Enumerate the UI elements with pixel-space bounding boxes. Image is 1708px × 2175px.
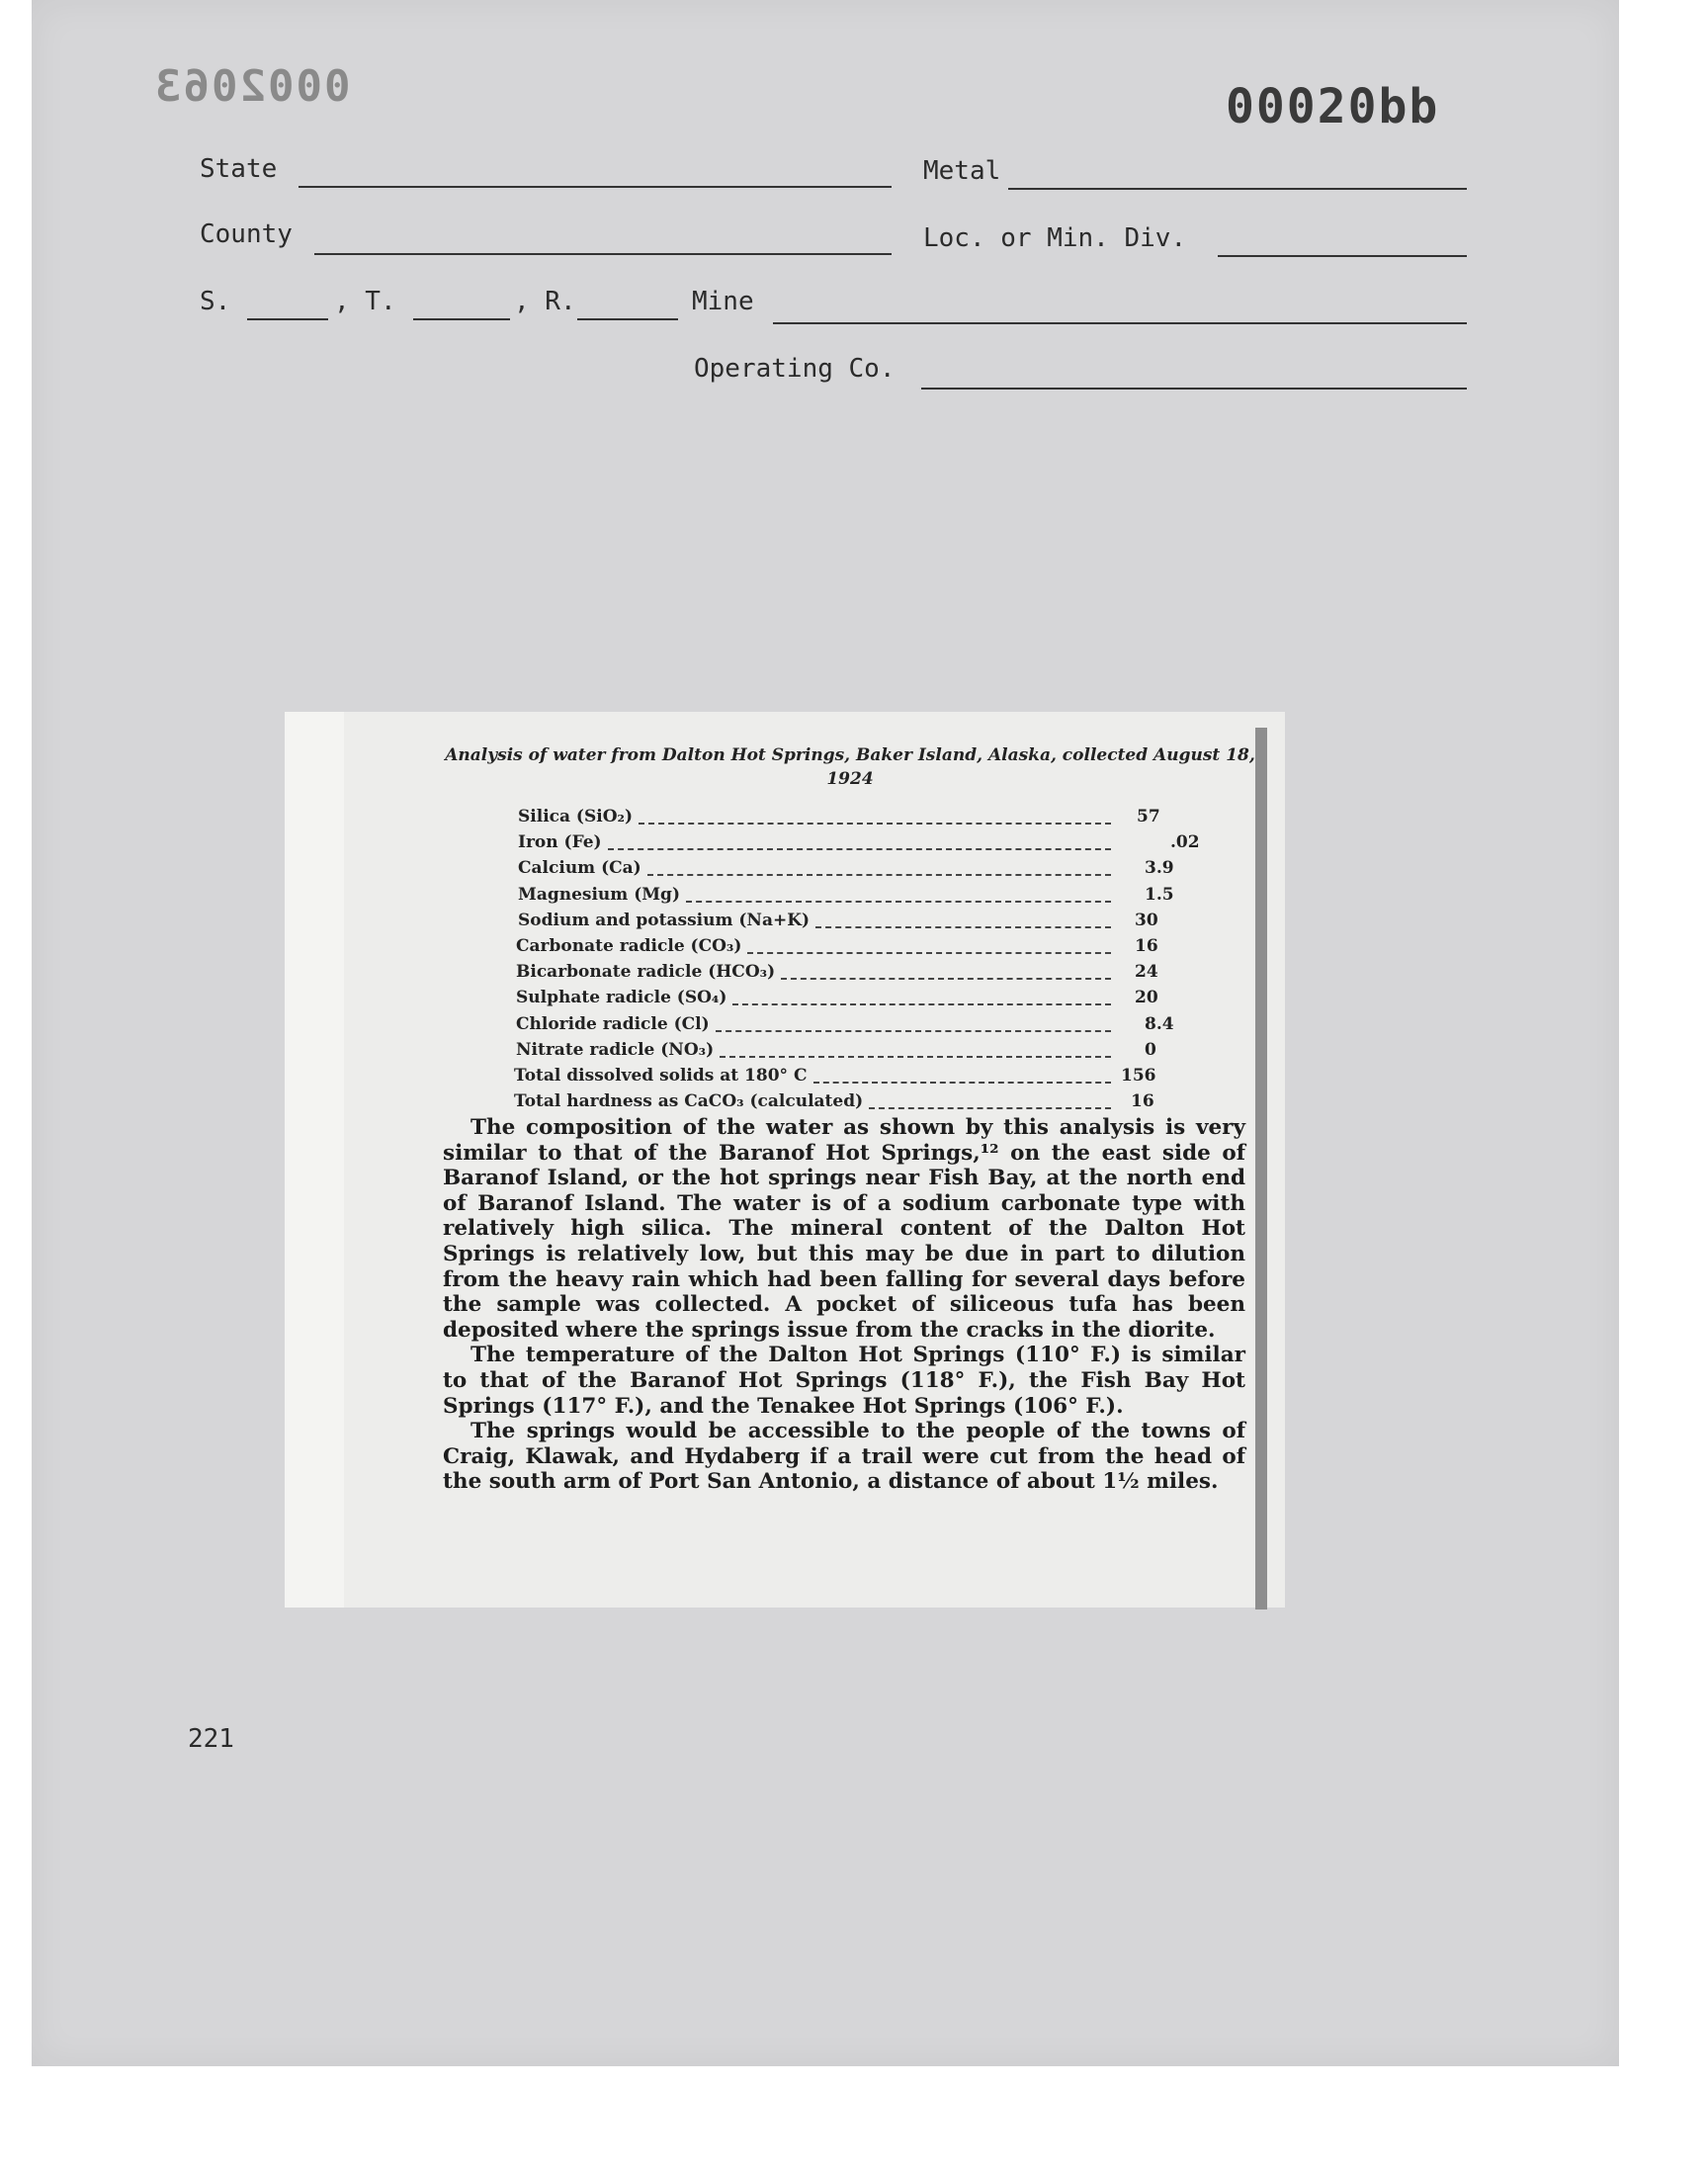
analysis-row-label: Sulphate radicle (SO₄) [516, 988, 727, 1008]
state-field-line[interactable] [299, 186, 892, 188]
paragraph-accessibility: The springs would be accessible to the people of the towns of Craig, Klawak, and Hydaberg if a trail were cut from the head of the south arm of Port San Antonio, a distance of about 1½ miles. [443, 1419, 1245, 1495]
metal-field-line[interactable] [1008, 188, 1467, 190]
analysis-row-leader [716, 1030, 1111, 1032]
range-field-line[interactable] [577, 318, 678, 320]
mine-label: Mine [692, 287, 754, 316]
analysis-row-label: Carbonate radicle (CO₃) [516, 936, 742, 956]
analysis-row-label: Chloride radicle (Cl) [516, 1013, 710, 1034]
loc-min-div-label: Loc. or Min. Div. [923, 223, 1187, 253]
analysis-row-value: .02 [1170, 832, 1200, 853]
analysis-row-value: 3.9 [1145, 858, 1174, 879]
section-field-line[interactable] [247, 318, 328, 320]
analysis-row-leader [639, 823, 1111, 825]
state-label: State [200, 154, 278, 184]
analysis-row-value: 0 [1145, 1039, 1156, 1060]
analysis-row-value: 1.5 [1145, 884, 1174, 905]
analysis-row-label: Silica (SiO₂) [518, 807, 634, 826]
analysis-row-leader [813, 1082, 1111, 1084]
analysis-row-label: Sodium and potassium (Na+K) [518, 910, 811, 930]
analysis-row-value: 16 [1135, 936, 1158, 956]
document-number-stamp: 00020bb [1226, 79, 1440, 134]
mirrored-stamp-number: 0002063 [153, 61, 351, 112]
analysis-row-leader [747, 952, 1111, 954]
loc-min-div-field-line[interactable] [1218, 255, 1467, 257]
county-label: County [200, 219, 293, 249]
paragraph-temperature: The temperature of the Dalton Hot Springs (110° F.) is similar to that of the Baranof Hot Springs (118° F.), the Fish Bay Hot Springs (117° F.), and the Tenakee Hot Springs (106° F.). [443, 1343, 1245, 1419]
analysis-row-label: Magnesium (Mg) [518, 884, 680, 905]
analysis-row-leader [815, 926, 1111, 928]
township-label: , T. [334, 287, 396, 316]
analysis-row-value: 20 [1135, 988, 1158, 1008]
analysis-row-leader [647, 874, 1111, 876]
operating-co-field-line[interactable] [921, 388, 1467, 390]
mine-field-line[interactable] [773, 322, 1467, 324]
analysis-row-leader [781, 978, 1111, 980]
analysis-row-leader [608, 848, 1111, 850]
analysis-table-title: Analysis of water from Dalton Hot Springs, Baker Island, Alaska, collected August 18, 1924 [445, 745, 1255, 789]
analysis-row-value: 57 [1137, 807, 1160, 826]
analysis-row-label: Total dissolved solids at 180° C [514, 1066, 808, 1086]
metal-label: Metal [923, 156, 1001, 186]
analysis-row-label: Calcium (Ca) [518, 858, 641, 879]
analysis-row-label: Total hardness as CaCO₃ (calculated) [514, 1091, 864, 1112]
clipping-edge-shadow [1255, 728, 1267, 1610]
township-field-line[interactable] [413, 318, 510, 320]
operating-co-label: Operating Co. [694, 354, 896, 384]
paragraph-composition: The composition of the water as shown by this analysis is very similar to that of the Baranof Hot Springs,¹² on the east side of Baranof Island, or the hot springs near Fish Bay, at the north end of Baranof Island. The water is of a sodium carbonate type with relatively high silica. The mineral content of the Dalton Hot Springs is relatively low, but this may be due in part to dilution from the heavy rain which had been falling for several days before the sample was collected. A pocket of siliceous tufa has been deposited where the springs issue from the cracks in the diorite. [443, 1115, 1245, 1343]
analysis-row-value: 30 [1135, 910, 1158, 930]
analysis-row-value: 16 [1131, 1091, 1154, 1112]
analysis-row-label: Bicarbonate radicle (HCO₃) [516, 962, 776, 983]
analysis-row-label: Nitrate radicle (NO₃) [516, 1039, 715, 1060]
section-label: S. [200, 287, 231, 316]
analysis-row-value: 24 [1135, 962, 1158, 983]
analysis-row-value: 156 [1121, 1066, 1156, 1086]
analysis-row-value: 8.4 [1145, 1013, 1174, 1034]
analysis-row-leader [686, 901, 1111, 903]
clipping-margin [285, 712, 344, 1608]
clipping-body-text [443, 1115, 1245, 1495]
analysis-row-leader [732, 1003, 1111, 1005]
analysis-row-label: Iron (Fe) [518, 832, 602, 853]
analysis-row-leader [869, 1107, 1111, 1109]
range-label: , R. [514, 287, 576, 316]
county-field-line[interactable] [314, 253, 892, 255]
page-number: 221 [188, 1724, 234, 1754]
analysis-row-leader [720, 1056, 1111, 1058]
